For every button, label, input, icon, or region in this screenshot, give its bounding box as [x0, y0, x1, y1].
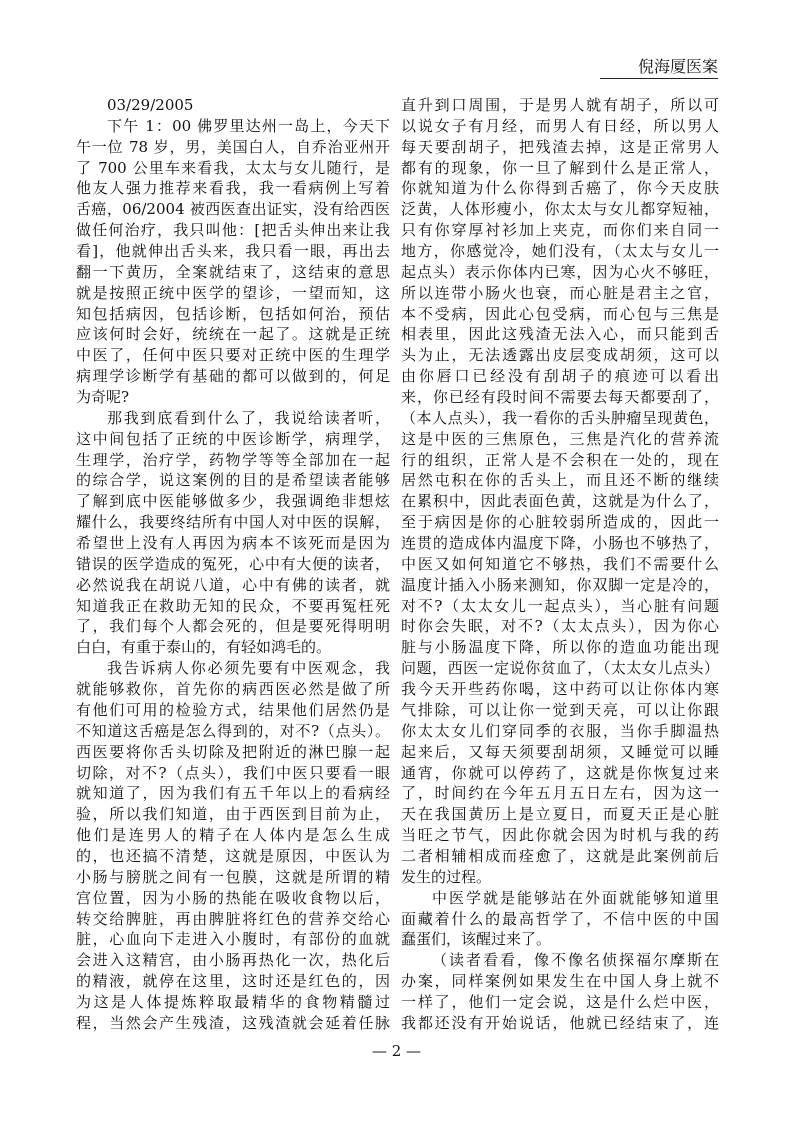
text-line: 这中间包括了正统的中医诊断学，病理学，: [76, 429, 390, 448]
text-line: 连贯的造成体内温度下降，小肠也不够热了，: [401, 534, 719, 553]
text-line: 时你会失眠，对不?（太太点头），因为你心: [401, 617, 719, 636]
text-line: 一样了，他们一定会说，这是什么烂中医，: [401, 992, 719, 1011]
paragraph: [76, 95, 390, 116]
text-line: 为这是人体提炼粹取最精华的食物精髓过: [76, 992, 390, 1011]
text-line: 白白，有重于泰山的，有轻如鸿毛的。: [76, 638, 332, 657]
running-header-title: 倪海厦医案: [600, 56, 718, 79]
text-line: 由你唇口已经没有刮胡子的痕迹可以看出: [401, 367, 719, 386]
text-line: 直升到口周围，于是男人就有胡子，所以可: [401, 96, 719, 114]
text-line: 以说女子有月经，而男人有日经，所以男人: [401, 116, 719, 135]
text-line: （读者看看，像不像名侦探福尔摩斯在: [432, 951, 719, 970]
text-line: 对不?（太太女儿一起点头），当心脏有问题: [401, 596, 719, 615]
text-line: 了，时间约在今年五月五日左右，因为这一: [401, 784, 719, 803]
text-line: 本不受病，因此心包受病，而心包与三焦是: [401, 304, 719, 323]
text-line: 知包括病因，包括诊断，包括如何治，预估: [76, 304, 390, 323]
text-line: 起点头）表示你体内已寒，因为心火不够旺，: [401, 262, 719, 281]
text-line: 知道我正在救助无知的民众，不要再冤枉死: [76, 596, 390, 615]
text-line: 他们是连男人的精子在人体内是怎么生成: [76, 826, 390, 845]
text-line: 看]，他就伸出舌头来，我只看一眼，再出去: [76, 242, 390, 261]
text-line: 通宵，你就可以停药了，这就是你恢复过来: [401, 763, 719, 782]
text-line: 你太太女儿们穿同季的衣服，当你手脚温热: [401, 721, 719, 740]
text-line: 二者相辅相成而痊愈了，这就是此案例前后: [401, 846, 719, 865]
text-line: 我都还没有开始说话，他就已经结束了，连: [401, 1013, 719, 1032]
text-line: 午一位 78 岁，男，美国白人，自乔治亚州开: [76, 137, 390, 156]
text-line: 所以连带小肠火也衰，而心脏是君主之官，: [401, 283, 719, 302]
text-line: 了 700 公里车来看我，太太与女儿随行，是: [76, 158, 390, 177]
paragraph: [76, 408, 390, 658]
text-line: 我告诉病人你必须先要有中医观念，我: [107, 659, 390, 678]
text-line: 行的组织，正常人是不会积在一处的，现在: [401, 450, 719, 469]
text-line: 了解到底中医能够做多少，我强调绝非想炫: [76, 492, 390, 511]
text-line: （本人点头），我一看你的舌头肿瘤呈现黄色，: [401, 408, 719, 427]
text-line: 你就知道为什么你得到舌癌了，你今天皮肤: [401, 179, 719, 198]
text-line: 验，所以我们知道，由于西医到目前为止，: [76, 805, 390, 824]
left-column: [76, 95, 390, 1034]
paragraph: [401, 95, 719, 888]
text-line: 都有的现象，你一旦了解到什么是正常人，: [401, 158, 719, 177]
text-line: 发生的过程。: [401, 867, 492, 886]
text-line: 病理学诊断学有基础的都可以做到的，何足: [76, 367, 390, 386]
text-line: 的，也还搞不清楚，这就是原因，中医认为: [76, 846, 390, 865]
text-line: 只有你穿厚衬衫加上夹克，而你们来自同一: [401, 221, 719, 240]
text-line: 程，当然会产生残渣，这残渣就会延着任脉: [76, 1013, 390, 1032]
text-line: 问题，西医一定说你贫血了，（太太女儿点头）: [401, 659, 719, 678]
text-line: 中医又如何知道它不够热，我们不需要什么: [401, 554, 719, 573]
text-line: 西医要将你舌头切除及把附近的淋巴腺一起: [76, 742, 390, 761]
paragraph: [76, 658, 390, 1033]
text-line: 泛黄，人体形瘦小，你太太与女儿都穿短袖，: [401, 200, 719, 219]
text-line: 气排除，可以让你一觉到天亮，可以让你跟: [401, 700, 719, 719]
text-line: 会进入这精宫，由小肠再热化一次，热化后: [76, 951, 390, 970]
text-line: 转交给脾脏，再由脾脏将红色的营养交给心: [76, 909, 390, 928]
text-line: 当旺之节气，因此你就会因为时机与我的药: [401, 826, 719, 845]
text-line: 03/29/2005: [107, 96, 194, 114]
text-line: 地方，你感觉冷，她们没有，（太太与女儿一: [401, 242, 719, 261]
paragraph: [401, 888, 719, 951]
text-line: 蠢蛋们，该醒过来了。: [401, 930, 552, 949]
text-line: 在累积中，因此表面色黄，这就是为什么了，: [401, 492, 719, 511]
text-line: 下午 1：00 佛罗里达州一岛上，今天下: [107, 116, 390, 135]
text-line: 脏，心血向下走进入小腹时，有部份的血就: [76, 930, 390, 949]
text-line: 就能够救你，首先你的病西医必然是做了所: [76, 680, 390, 699]
text-line: 的综合学，说这案例的目的是希望读者能够: [76, 471, 390, 490]
text-line: 居然屯积在你的舌头上，而且还不断的继续: [401, 471, 719, 490]
text-line: 的精液，就停在这里，这时还是红色的，因: [76, 972, 390, 991]
paragraph: [76, 116, 390, 408]
text-line: 必然说我在胡说八道，心中有佛的读者，就: [76, 575, 390, 594]
text-line: 温度计插入小肠来测知，你双脚一定是冷的，: [401, 575, 719, 594]
text-line: 小肠与膀胱之间有一包膜，这就是所谓的精: [76, 867, 390, 886]
page-number: — 2 —: [371, 1042, 422, 1060]
text-line: 每天要刮胡子，把残渣去掉，这是正常男人: [401, 137, 719, 156]
text-line: 至于病因是你的心脏较弱所造成的，因此一: [401, 513, 719, 532]
text-line: 错误的医学造成的冤死，心中有大便的读者，: [76, 554, 390, 573]
text-line: 有他们可用的检验方式，结果他们居然仍是: [76, 700, 390, 719]
text-line: 做任何治疗，我只叫他：[把舌头伸出来让我: [76, 221, 390, 240]
text-line: 为奇呢?: [76, 388, 130, 407]
text-line: 中医学就是能够站在外面就能够知道里: [432, 888, 719, 907]
text-line: 不知道这舌癌是怎么得到的，对不?（点头）。: [76, 721, 390, 740]
text-line: 就知道了，因为我们有五千年以上的看病经: [76, 784, 390, 803]
text-line: 就是按照正统中医学的望诊，一望而知，这: [76, 283, 390, 302]
text-line: 耀什么，我要终结所有中国人对中医的误解，: [76, 513, 390, 532]
text-line: 天在我国黄历上是立夏日，而夏天正是心脏: [401, 805, 719, 824]
text-line: 他友人强力推荐来看我，我一看病例上写着: [76, 179, 390, 198]
text-line: 面藏着什么的最高哲学了，不信中医的中国: [401, 909, 719, 928]
text-line: 希望世上没有人再因为病本不该死而是因为: [76, 534, 390, 553]
text-line: 应该何时会好，统统在一起了。这就是正统: [76, 325, 390, 344]
text-line: 翻一下黄历，全案就结束了，这结束的意思: [76, 262, 390, 281]
text-line: 那我到底看到什么了，我说给读者听，: [107, 408, 390, 427]
text-line: 办案，同样案例如果发生在中国人身上就不: [401, 972, 719, 991]
right-column: [401, 95, 719, 1034]
text-line: 中医了，任何中医只要对正统中医的生理学: [76, 346, 390, 365]
text-line: 起来后，又每天须要刮胡须，又睡觉可以睡: [401, 742, 719, 761]
text-line: 生理学，治疗学，药物学等等全部加在一起: [76, 450, 390, 469]
text-line: 来，你已经有段时间不需要去每天都要刮了，: [401, 388, 719, 407]
text-line: 相表里，因此这残渣无法入心，而只能到舌: [401, 325, 719, 344]
text-line: 脏与小肠温度下降，所以你的造血功能出现: [401, 638, 719, 657]
text-line: 这是中医的三焦原色，三焦是汽化的营养流: [401, 429, 719, 448]
text-line: 我今天开些药你喝，这中药可以让你体内寒: [401, 680, 719, 699]
text-line: 舌癌，06/2004 被西医查出证实，没有给西医: [76, 200, 390, 219]
paragraph: [401, 950, 719, 1033]
text-line: 了，我们每个人都会死的，但是要死得明明: [76, 617, 390, 636]
text-line: 宫位置，因为小肠的热能在吸收食物以后，: [76, 888, 390, 907]
text-line: 头为止，无法透露出皮层变成胡须，这可以: [401, 346, 719, 365]
text-line: 切除，对不?（点头），我们中医只要看一眼: [76, 763, 390, 782]
